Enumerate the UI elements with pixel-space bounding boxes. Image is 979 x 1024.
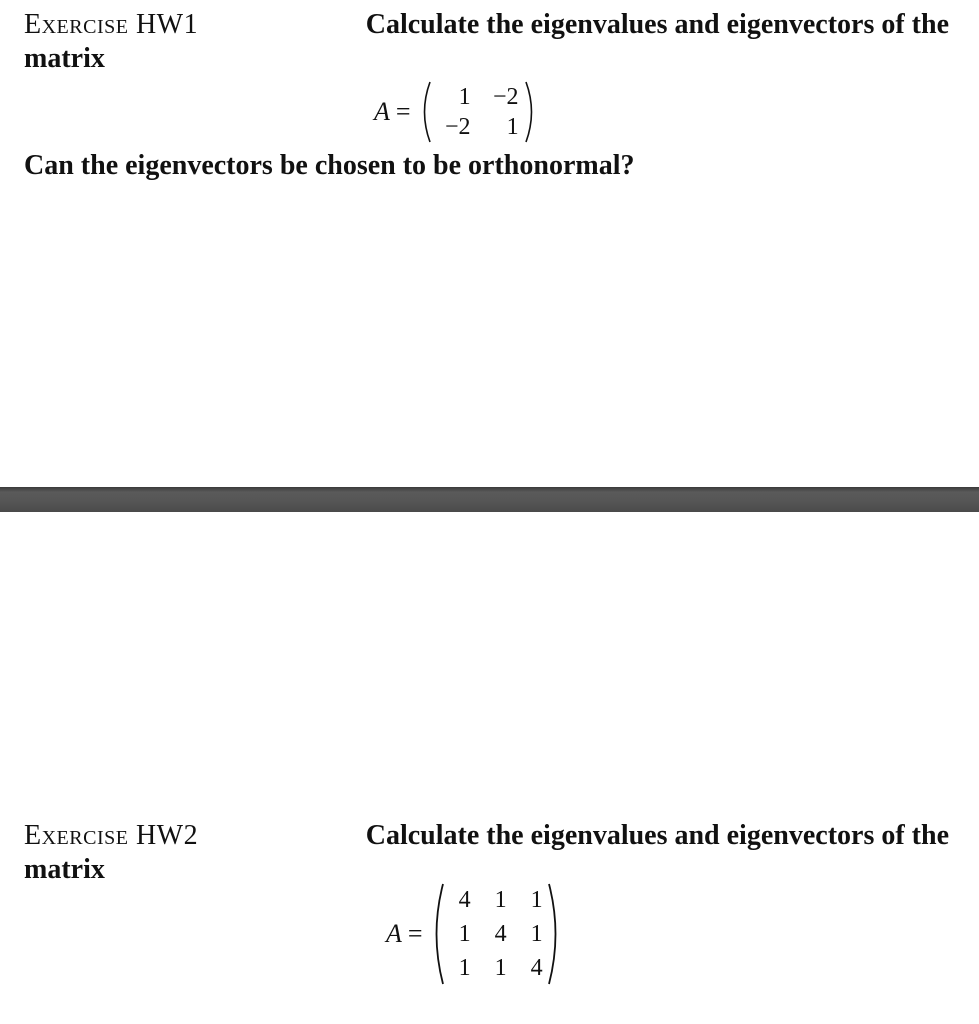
matrix-hw1-grid <box>433 82 523 142</box>
exercise-hw2-label <box>24 819 198 853</box>
left-paren-icon <box>429 882 445 986</box>
matrix-2x2 <box>417 80 539 144</box>
matrix-cell: −2 <box>493 84 519 110</box>
exercise-hw1 <box>24 8 949 76</box>
exercise-hw2-label-number: HW2 <box>135 820 199 851</box>
matrix-cell: 4 <box>458 887 471 913</box>
page-bottom <box>0 512 979 1024</box>
matrix-cell: 4 <box>494 921 507 947</box>
exercise-hw2-text: Calculate the eigenvalues and eigenvectors of the <box>365 820 949 851</box>
exercise-hw2-heading <box>24 819 949 853</box>
exercise-hw1-text: Calculate the eigenvalues and eigenvectors of the <box>365 9 949 40</box>
left-paren-icon <box>417 80 433 144</box>
page-separator <box>0 487 979 512</box>
matrix-cell: 1 <box>530 921 543 947</box>
right-paren-icon <box>523 80 539 144</box>
exercise-hw1-text-continued: matrix <box>24 43 105 74</box>
equals-sign: = <box>395 97 411 126</box>
exercise-hw2-equation <box>386 882 563 986</box>
page-top <box>0 0 979 487</box>
matrix-cell: 1 <box>530 887 543 913</box>
matrix-cell: 1 <box>506 114 519 140</box>
exercise-hw2-text-continued: matrix <box>24 854 105 885</box>
matrix-cell: 1 <box>494 955 507 981</box>
exercise-hw1-question: Can the eigenvectors be chosen to be orthonormal? <box>24 150 635 181</box>
exercise-hw2-label-prefix: Exercise <box>24 820 129 851</box>
matrix-variable: A <box>374 97 390 126</box>
exercise-hw1-label-number: HW1 <box>135 9 199 40</box>
exercise-hw1-equation <box>374 80 539 144</box>
exercise-hw1-label <box>24 8 198 42</box>
matrix-hw2-grid <box>445 883 547 985</box>
exercise-hw1-heading <box>24 8 949 42</box>
matrix-cell: 4 <box>530 955 543 981</box>
matrix-cell: 1 <box>458 84 471 110</box>
right-paren-icon <box>547 882 563 986</box>
matrix-cell: −2 <box>445 114 471 140</box>
equals-sign: = <box>407 919 423 948</box>
exercise-hw2 <box>24 819 949 887</box>
matrix-cell: 1 <box>458 955 471 981</box>
exercise-hw1-label-prefix: Exercise <box>24 9 129 40</box>
matrix-3x3 <box>429 882 563 986</box>
matrix-cell: 1 <box>494 887 507 913</box>
matrix-cell: 1 <box>458 921 471 947</box>
matrix-variable: A <box>386 919 402 948</box>
